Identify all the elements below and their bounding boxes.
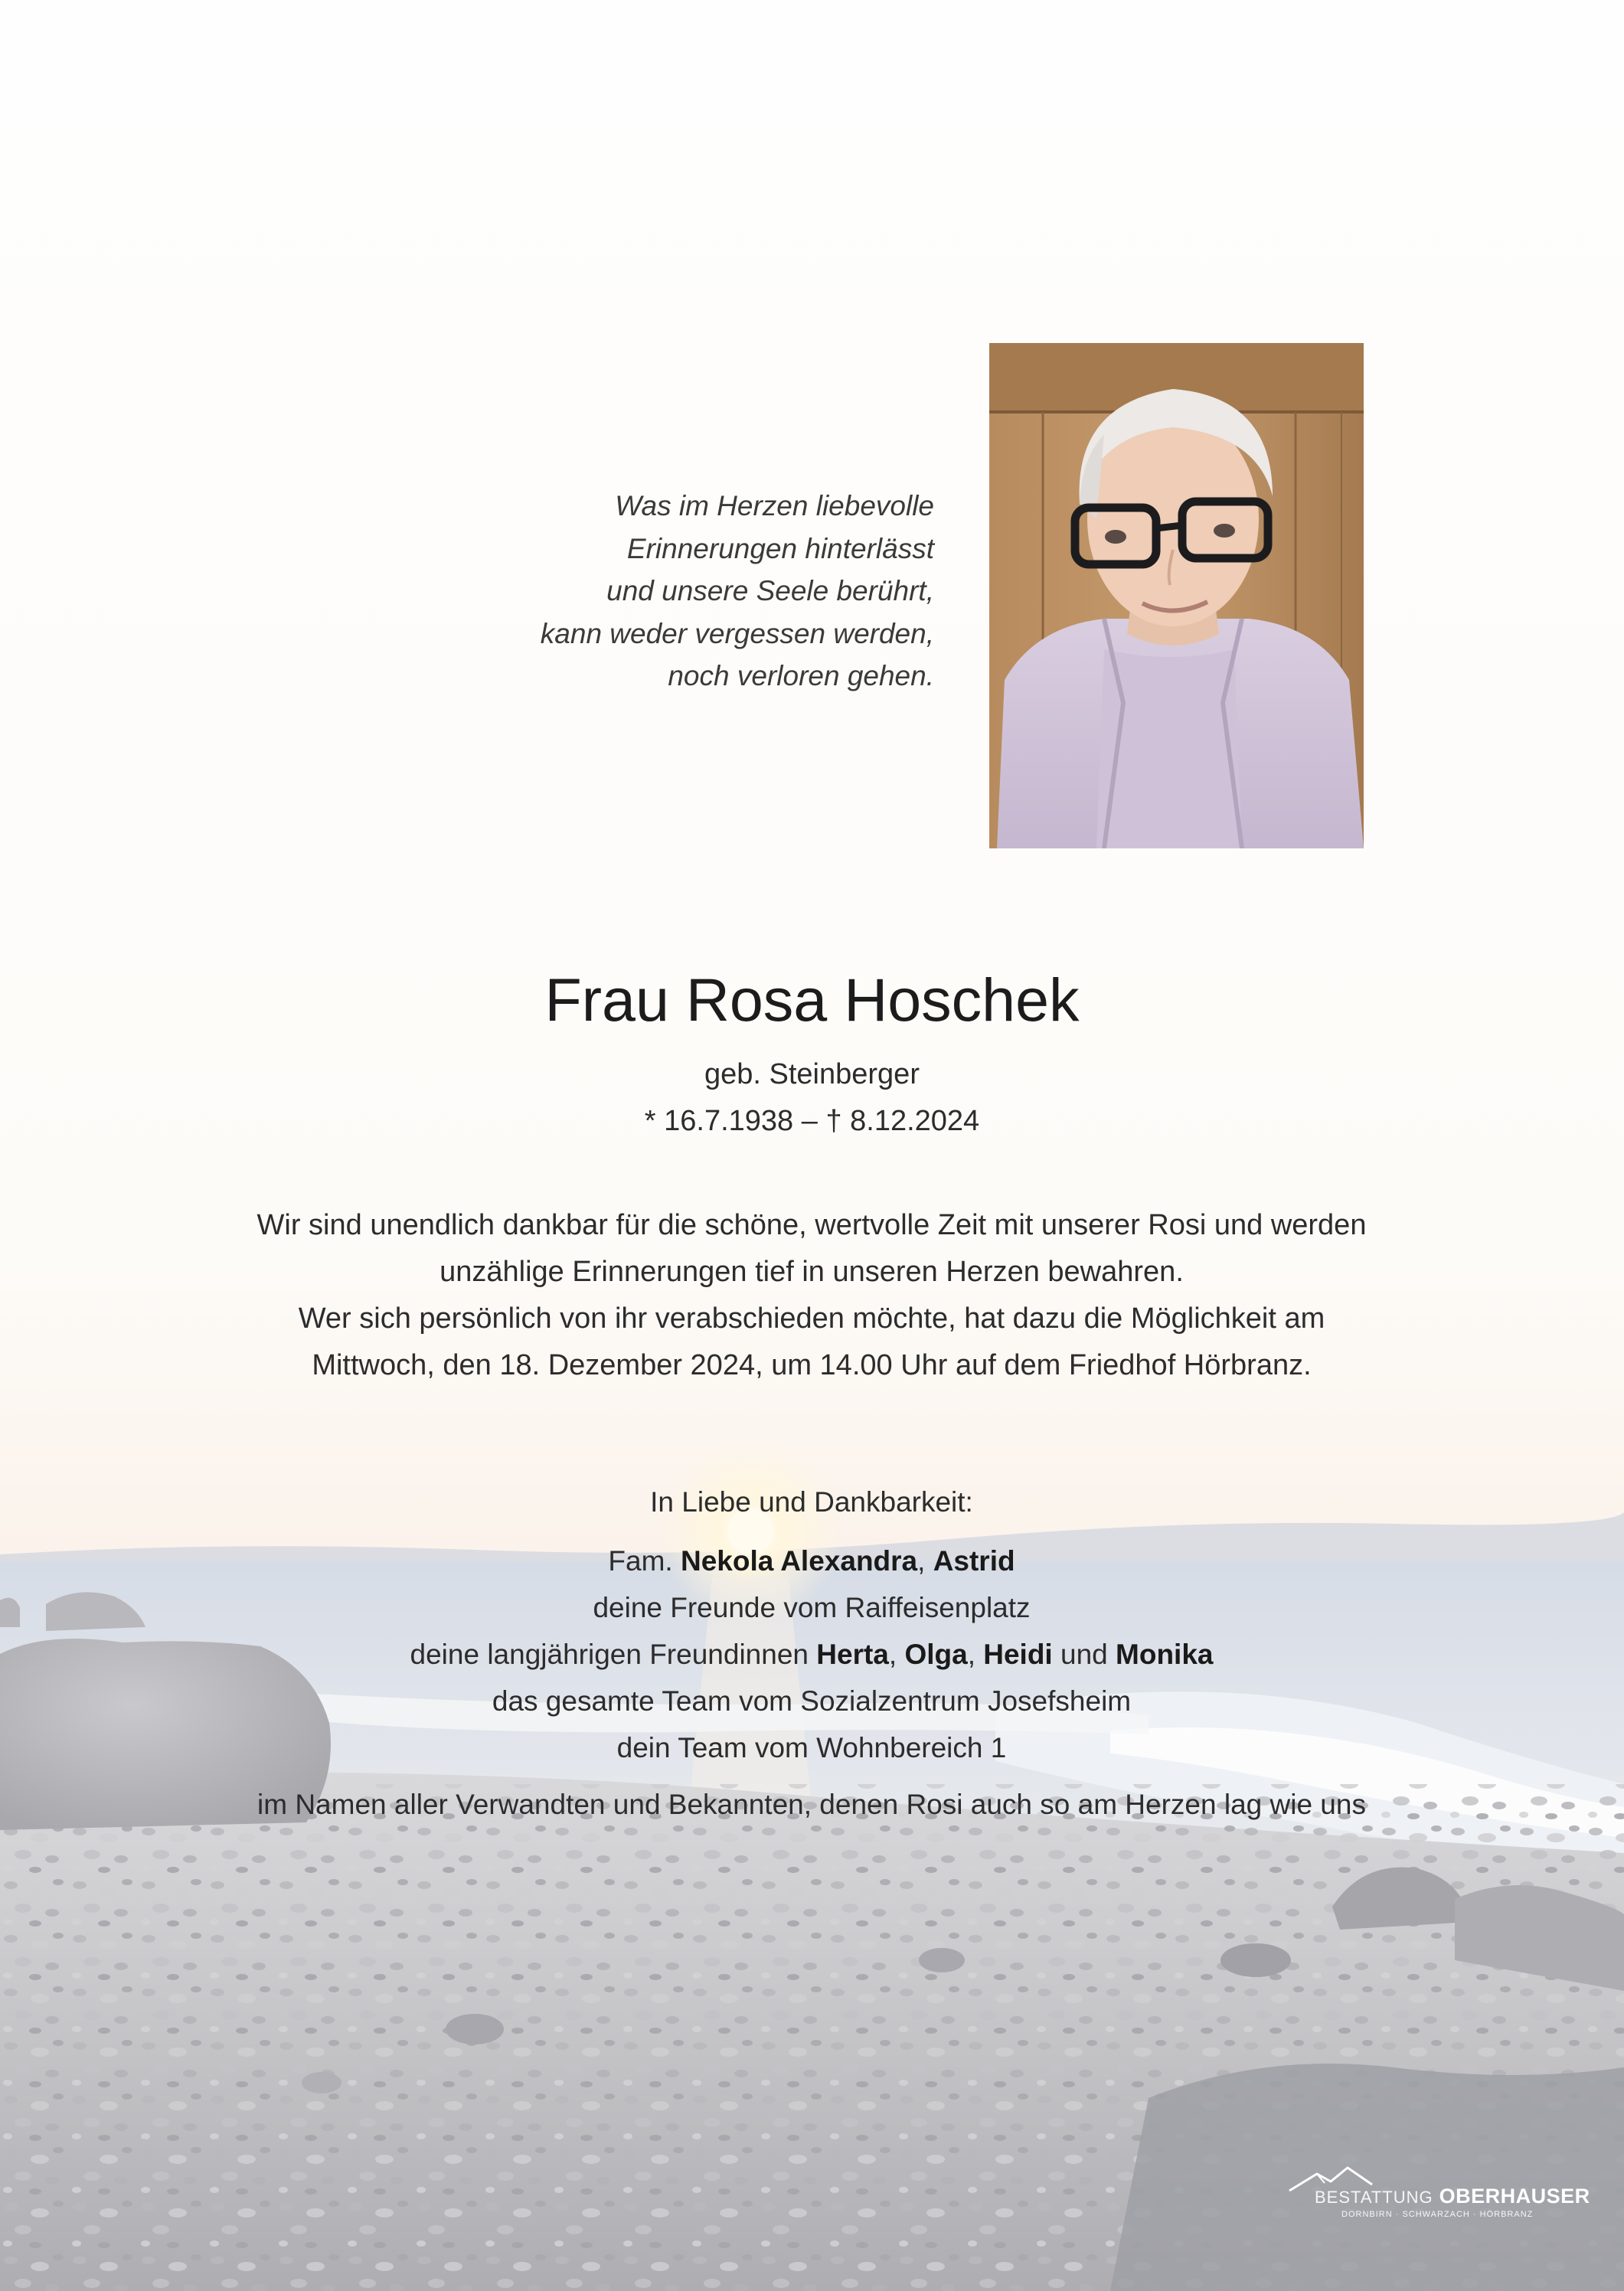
mourners-intro: In Liebe und Dankbarkeit: (650, 1486, 973, 1518)
message-line: Mittwoch, den 18. Dezember 2024, um 14.00 Uhr auf dem Friedhof Hörbranz. (312, 1349, 1312, 1381)
longtime-friends-line: deine langjährigen Freundinnen Herta, Olga, Heidi und Monika (410, 1639, 1214, 1670)
quote-line: Was im Herzen liebevolle (615, 490, 934, 521)
team-line: das gesamte Team vom Sozialzentrum Josefsheim (492, 1685, 1132, 1717)
logo-brand: OBERHAUSER (1439, 2185, 1590, 2208)
family-line (153, 1538, 1470, 1584)
birth-name: geb. Steinberger (704, 1058, 920, 1090)
memorial-quote (459, 485, 934, 698)
logo-wordmark (1315, 2185, 1590, 2208)
message-line: Wer sich persönlich von ihr verabschieden möchte, hat dazu die Möglichkeit am (298, 1302, 1325, 1335)
family-prefix: Fam. (608, 1545, 673, 1577)
longtime-prefix: deine langjährigen Freundinnen (410, 1639, 809, 1670)
quote-line: kann weder vergessen werden, (540, 617, 934, 649)
ward-line: dein Team vom Wohnbereich 1 (616, 1732, 1007, 1763)
mourners-list (153, 1479, 1470, 1828)
message-line: unzählige Erinnerungen tief in unseren Herzen bewahren. (439, 1256, 1184, 1288)
friend-name: Heidi (983, 1639, 1053, 1670)
logo-locations: DORNBIRN · SCHWARZACH · HÖRBRANZ (1341, 2210, 1534, 2219)
friend-name: Olga (904, 1639, 968, 1670)
life-dates: * 16.7.1938 – † 8.12.2024 (644, 1105, 980, 1137)
family-name-secondary: Astrid (933, 1545, 1015, 1577)
family-name-primary: Nekola Alexandra (680, 1545, 918, 1577)
family-separator: , (917, 1545, 926, 1577)
friends-line: deine Freunde vom Raiffeisenplatz (593, 1592, 1031, 1623)
portrait-photo (989, 343, 1364, 848)
deceased-name: Frau Rosa Hoschek (544, 966, 1080, 1034)
message-line: Wir sind unendlich dankbar für die schöne, wertvolle Zeit mit unserer Rosi und werden (257, 1209, 1367, 1241)
closing-line: im Namen aller Verwandten und Bekannten, denen Rosi auch so am Herzen lag wie uns (257, 1789, 1366, 1820)
logo-prefix: BESTATTUNG (1315, 2188, 1433, 2207)
friend-name: Monika (1116, 1639, 1214, 1670)
friend-name: Herta (816, 1639, 889, 1670)
conjunction: und (1060, 1639, 1108, 1670)
quote-line: noch verloren gehen. (668, 660, 934, 691)
funeral-home-logo (1286, 2163, 1590, 2224)
quote-line: und unsere Seele berührt, (606, 575, 934, 606)
quote-line: Erinnerungen hinterlässt (626, 532, 934, 564)
farewell-message (199, 1202, 1424, 1389)
